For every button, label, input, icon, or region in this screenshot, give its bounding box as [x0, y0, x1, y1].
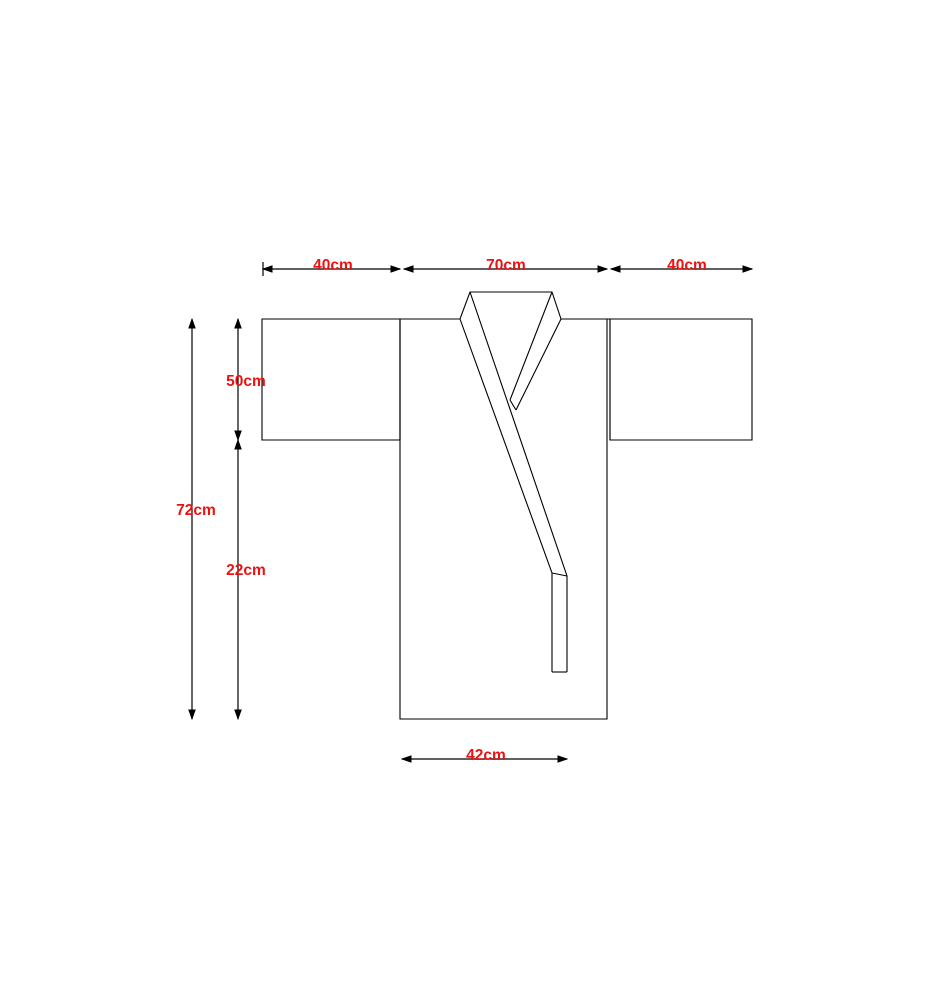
garment-outline-group — [262, 292, 752, 719]
dim-label-sleeve-height: 50cm — [226, 373, 266, 390]
dim-label-total-length: 72cm — [176, 502, 216, 519]
right-sleeve-outline — [610, 319, 752, 440]
dimension-top-right-sleeve — [611, 257, 752, 274]
collar-right-inner-edge — [516, 319, 561, 410]
left-body-panel-outline — [400, 319, 607, 719]
dimension-top-center-body — [404, 257, 607, 274]
collar-inner-edge — [460, 319, 552, 672]
dim-label-top-left-sleeve: 40cm — [313, 257, 353, 274]
collar-v-tip — [510, 400, 516, 410]
left-sleeve-outline — [262, 319, 400, 440]
dimension-sleeve-height — [226, 319, 266, 440]
collar-right-outer-edge — [510, 292, 552, 400]
dimension-hem-width — [402, 747, 567, 764]
dimension-lower-body-length — [226, 440, 266, 719]
dim-label-lower-body-length: 22cm — [226, 562, 266, 579]
dimension-top-left-sleeve — [263, 257, 400, 276]
dim-label-hem-width: 42cm — [466, 747, 506, 764]
dim-label-top-center-body: 70cm — [486, 257, 526, 274]
collar-top-edge — [400, 292, 610, 319]
front-wrap-edge — [552, 573, 567, 576]
dim-label-top-right-sleeve: 40cm — [667, 257, 707, 274]
dimension-total-length — [176, 319, 216, 719]
